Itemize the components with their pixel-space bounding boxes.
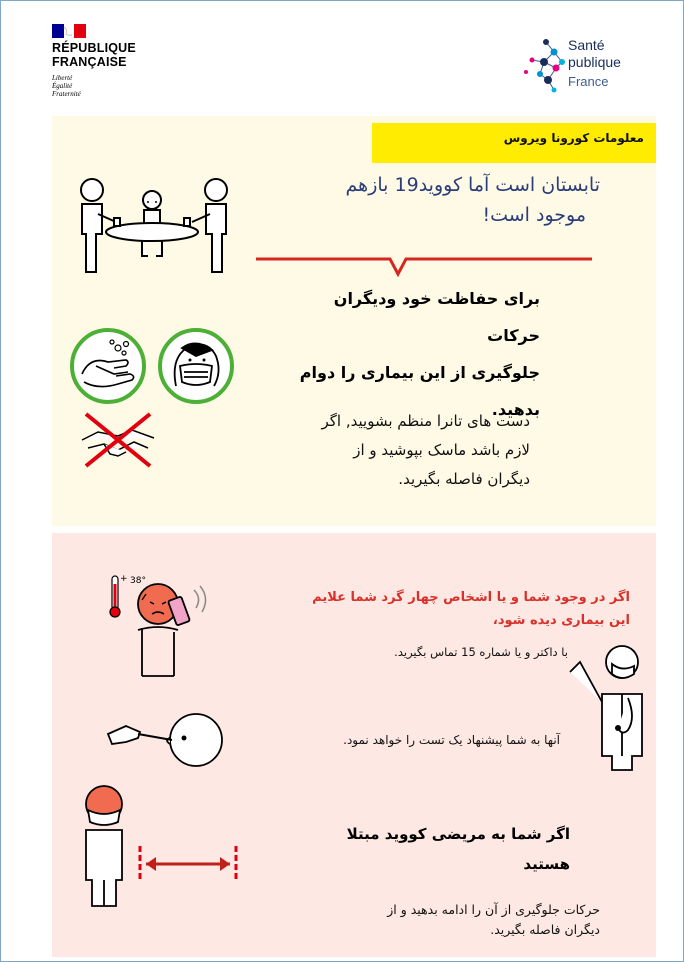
sick-person-phone-icon (128, 580, 218, 680)
wash-hands-text (270, 407, 530, 494)
symptoms-alert (230, 586, 630, 632)
headline (300, 170, 600, 230)
marianne-flag-icon (52, 24, 86, 38)
handwash-icon (68, 326, 148, 406)
symptoms-line-2: این بیماری دیده شود، (492, 613, 630, 628)
republique-line-2: FRANÇAISE (52, 55, 127, 69)
temperature-label: 38° (130, 576, 146, 586)
headline-line-1: تابستان است آما کووید19 بازهم (345, 174, 600, 196)
sante-line-1: Santé (568, 37, 605, 53)
motto-egalite: Égalité (52, 82, 73, 90)
distance-arrow-icon (134, 844, 242, 884)
call-doctor-text: با داکتر و یا شماره 15 تماس بگیرید. (394, 645, 568, 659)
test-offer-text: آنها به شما پیشنهاد یک تست را خواهد نمود. (343, 733, 560, 747)
republique-francaise-logo (52, 24, 152, 104)
protect-line-1: برای حفاظت خود ودیگران حرکات (333, 289, 540, 345)
banner-title: معلومات کورونا ویروس (503, 131, 644, 145)
wash-line-1: دست های تانرا منظم بشویید, اگر (321, 412, 530, 430)
protect-line-3: بدهید. (491, 400, 540, 419)
continue-measures-text (360, 900, 600, 940)
temp-plus: + (120, 574, 128, 584)
motto-liberte: Liberté (52, 74, 73, 82)
sante-line-2: publique (568, 54, 621, 70)
continue-line-2: دیگران فاصله بگیرید. (490, 922, 600, 937)
if-covid-text (290, 819, 570, 879)
wash-line-2: لازم باشد ماسک بپوشید و از (353, 441, 530, 459)
if-covid-line-1: اگر شما به مریضی کووید مبتلا (346, 825, 570, 843)
face-mask-icon (156, 326, 236, 406)
protect-others-text (280, 280, 540, 428)
headline-line-2: موجود است! (482, 204, 586, 226)
speech-bubble-line (250, 250, 600, 280)
sante-line-3: France (568, 74, 609, 89)
republique-line-1: RÉPUBLIQUE (52, 41, 136, 55)
if-covid-line-2: هستید (523, 855, 570, 873)
continue-line-1: حرکات جلوگیری از آن را ادامه بدهید و از (387, 902, 600, 917)
wash-line-3: دیگران فاصله بگیرید. (398, 470, 530, 488)
protect-line-2: جلوگیری از این بیماری را دوام (299, 363, 540, 382)
masked-person-icon (76, 780, 132, 914)
no-handshake-icon (78, 410, 158, 470)
covid-test-icon (104, 710, 228, 774)
symptoms-line-1: اگر در وجود شما و یا اشخاص چهار گرد شما علایم (312, 590, 630, 605)
people-at-table-icon (72, 176, 238, 278)
doctor-icon (566, 638, 656, 778)
sante-publique-france-logo (518, 34, 648, 100)
network-dots-icon (518, 34, 568, 98)
motto-fraternite: Fraternité (52, 90, 81, 98)
